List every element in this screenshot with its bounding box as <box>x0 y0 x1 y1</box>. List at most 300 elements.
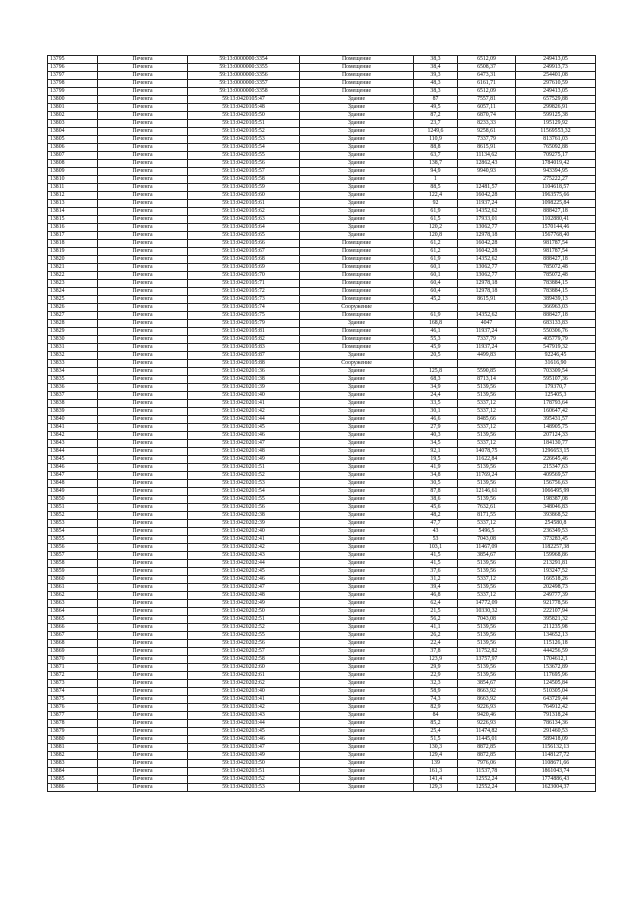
cadastral-cost: 166518,26 <box>516 576 596 584</box>
cadastral-cost: 348046,83 <box>516 504 596 512</box>
table-row <box>48 592 596 600</box>
region-name: Печенга <box>98 168 188 176</box>
unit-cost: 8872,85 <box>458 744 516 752</box>
cadastral-cost: 195129,92 <box>516 120 596 128</box>
row-number: 13875 <box>48 696 98 704</box>
table-row <box>48 488 596 496</box>
cadastral-number: 59:13:0420105:87 <box>188 352 300 360</box>
region-name: Печенга <box>98 744 188 752</box>
region-name: Печенга <box>98 312 188 320</box>
row-number: 13855 <box>48 536 98 544</box>
table-row <box>48 432 596 440</box>
table-row <box>48 360 596 368</box>
unit-cost: 7043,08 <box>458 536 516 544</box>
cadastral-cost: 643729,44 <box>516 696 596 704</box>
cadastral-number: 59:13:0000000:3358 <box>188 88 300 96</box>
object-type: Здание <box>300 624 414 632</box>
unit-cost: 7976,06 <box>458 760 516 768</box>
cadastral-cost: 405779,79 <box>516 336 596 344</box>
cadastral-cost: 125405,3 <box>516 392 596 400</box>
cadastral-cost: 1104618,57 <box>516 184 596 192</box>
object-type: Здание <box>300 128 414 136</box>
object-type: Здание <box>300 640 414 648</box>
row-number: 13801 <box>48 104 98 112</box>
unit-cost <box>458 360 516 368</box>
cadastral-number: 59:13:0420201:39 <box>188 384 300 392</box>
region-name: Печенга <box>98 104 188 112</box>
region-name: Печенга <box>98 240 188 248</box>
area: 61,9 <box>414 256 458 264</box>
object-type: Здание <box>300 472 414 480</box>
cadastral-cost: 395821,32 <box>516 616 596 624</box>
cadastral-number: 59:13:0420202:62 <box>188 680 300 688</box>
area: 92,1 <box>414 448 458 456</box>
unit-cost <box>458 176 516 184</box>
area: 41,1 <box>414 624 458 632</box>
table-row <box>48 640 596 648</box>
cadastral-number: 59:13:0420201:53 <box>188 480 300 488</box>
object-type: Здание <box>300 784 414 792</box>
unit-cost: 11937,24 <box>458 200 516 208</box>
cadastral-cost: 1148127,72 <box>516 752 596 760</box>
table-row <box>48 408 596 416</box>
cadastral-number: 59:13:0420105:62 <box>188 208 300 216</box>
cadastral-cost: 395431,57 <box>516 416 596 424</box>
area: 51,5 <box>414 736 458 744</box>
unit-cost: 3854,67 <box>458 680 516 688</box>
cadastral-cost: 791318,24 <box>516 712 596 720</box>
cadastral-number: 59:13:0420105:79 <box>188 320 300 328</box>
region-name: Печенга <box>98 536 188 544</box>
cadastral-cost: 254401,08 <box>516 72 596 80</box>
object-type: Помещение <box>300 88 414 96</box>
object-type: Здание <box>300 704 414 712</box>
object-type: Здание <box>300 168 414 176</box>
row-number: 13848 <box>48 480 98 488</box>
cadastral-cost: 943394,95 <box>516 168 596 176</box>
cadastral-number: 59:13:0420201:46 <box>188 432 300 440</box>
object-type: Сооружение <box>300 360 414 368</box>
cadastral-cost: 1774886,43 <box>516 776 596 784</box>
object-type: Здание <box>300 600 414 608</box>
table-row <box>48 296 596 304</box>
table-row <box>48 304 596 312</box>
table-body <box>48 56 596 792</box>
region-name: Печенга <box>98 432 188 440</box>
region-name: Печенга <box>98 736 188 744</box>
area: 27,9 <box>414 424 458 432</box>
table-row <box>48 240 596 248</box>
cadastral-cost: 783884,15 <box>516 288 596 296</box>
table-row <box>48 728 596 736</box>
region-name: Печенга <box>98 80 188 88</box>
area: 122,4 <box>414 192 458 200</box>
row-number: 13850 <box>48 496 98 504</box>
unit-cost: 17933,01 <box>458 216 516 224</box>
table-row <box>48 368 596 376</box>
cadastral-cost: 299826,91 <box>516 104 596 112</box>
cadastral-number: 59:13:0420105:66 <box>188 240 300 248</box>
object-type: Здание <box>300 320 414 328</box>
cadastral-number: 59:13:0000000:3355 <box>188 64 300 72</box>
cadastral-cost: 595107,36 <box>516 376 596 384</box>
area: 87,8 <box>414 488 458 496</box>
table-row <box>48 760 596 768</box>
area: 48,2 <box>414 512 458 520</box>
unit-cost: 11937,24 <box>458 328 516 336</box>
area: 23,7 <box>414 120 458 128</box>
cadastral-number: 59:13:0420105:74 <box>188 304 300 312</box>
area: 74,3 <box>414 696 458 704</box>
table-row <box>48 568 596 576</box>
unit-cost: 11474,82 <box>458 728 516 736</box>
cadastral-number: 59:13:0420201:45 <box>188 424 300 432</box>
row-number: 13813 <box>48 200 98 208</box>
table-row <box>48 528 596 536</box>
object-type: Здание <box>300 424 414 432</box>
unit-cost: 9940,93 <box>458 168 516 176</box>
row-number: 13802 <box>48 112 98 120</box>
row-number: 13880 <box>48 736 98 744</box>
unit-cost: 8872,85 <box>458 752 516 760</box>
area <box>414 360 458 368</box>
unit-cost: 5337,12 <box>458 592 516 600</box>
object-type: Здание <box>300 576 414 584</box>
unit-cost: 4047 <box>458 320 516 328</box>
unit-cost: 11937,24 <box>458 344 516 352</box>
object-type: Помещение <box>300 264 414 272</box>
row-number: 13830 <box>48 336 98 344</box>
area: 1249,6 <box>414 128 458 136</box>
unit-cost: 14078,75 <box>458 448 516 456</box>
cadastral-cost: 249413,05 <box>516 56 596 64</box>
unit-cost: 12552,24 <box>458 784 516 792</box>
unit-cost: 11445,01 <box>458 736 516 744</box>
cadastral-number: 59:13:0420203:51 <box>188 768 300 776</box>
region-name: Печенга <box>98 112 188 120</box>
region-name: Печенга <box>98 416 188 424</box>
row-number: 13869 <box>48 648 98 656</box>
unit-cost: 6473,31 <box>458 72 516 80</box>
row-number: 13856 <box>48 544 98 552</box>
cadastral-cost: 599125,38 <box>516 112 596 120</box>
row-number: 13823 <box>48 280 98 288</box>
table-row <box>48 344 596 352</box>
area: 63,7 <box>414 152 458 160</box>
row-number: 13828 <box>48 320 98 328</box>
cadastral-number: 59:13:0420105:70 <box>188 272 300 280</box>
cadastral-cost: 249913,73 <box>516 64 596 72</box>
object-type: Здание <box>300 656 414 664</box>
region-name: Печенга <box>98 552 188 560</box>
cadastral-number: 59:13:0420203:42 <box>188 704 300 712</box>
cadastral-number: 59:13:0420202:58 <box>188 656 300 664</box>
row-number: 13883 <box>48 760 98 768</box>
object-type: Здание <box>300 768 414 776</box>
table-row <box>48 256 596 264</box>
region-name: Печенга <box>98 584 188 592</box>
table-row <box>48 424 596 432</box>
table-row <box>48 200 596 208</box>
unit-cost: 5139,56 <box>458 672 516 680</box>
region-name: Печенга <box>98 448 188 456</box>
object-type: Здание <box>300 120 414 128</box>
area: 68,3 <box>414 376 458 384</box>
region-name: Печенга <box>98 728 188 736</box>
object-type: Здание <box>300 712 414 720</box>
region-name: Печенга <box>98 152 188 160</box>
object-type: Здание <box>300 536 414 544</box>
row-number: 13832 <box>48 352 98 360</box>
row-number: 13804 <box>48 128 98 136</box>
cadastral-number: 59:13:0420203:49 <box>188 752 300 760</box>
row-number: 13881 <box>48 744 98 752</box>
area: 25,4 <box>414 728 458 736</box>
object-type: Здание <box>300 664 414 672</box>
region-name: Печенга <box>98 320 188 328</box>
unit-cost: 5337,12 <box>458 440 516 448</box>
area: 88,5 <box>414 184 458 192</box>
region-name: Печенга <box>98 216 188 224</box>
cadastral-number: 59:13:0420201:47 <box>188 440 300 448</box>
area: 38,3 <box>414 56 458 64</box>
table-row <box>48 552 596 560</box>
region-name: Печенга <box>98 632 188 640</box>
region-name: Печенга <box>98 544 188 552</box>
unit-cost: 12978,18 <box>458 280 516 288</box>
cadastral-cost: 709275,17 <box>516 152 596 160</box>
cadastral-cost: 222107,94 <box>516 608 596 616</box>
cadastral-number: 59:13:0420202:56 <box>188 640 300 648</box>
region-name: Печенга <box>98 72 188 80</box>
unit-cost: 4499,83 <box>458 352 516 360</box>
row-number: 13840 <box>48 416 98 424</box>
area: 61,2 <box>414 240 458 248</box>
cadastral-number: 59:13:0420105:52 <box>188 128 300 136</box>
area: 40,3 <box>414 432 458 440</box>
cadastral-cost: 888427,18 <box>516 208 596 216</box>
unit-cost: 6161,71 <box>458 80 516 88</box>
row-number: 13797 <box>48 72 98 80</box>
object-type: Здание <box>300 648 414 656</box>
area: 138,7 <box>414 160 458 168</box>
cadastral-cost: 236349,53 <box>516 528 596 536</box>
cadastral-number: 59:13:0420202:60 <box>188 664 300 672</box>
row-number: 13808 <box>48 160 98 168</box>
table-row <box>48 176 596 184</box>
cadastral-cost: 921778,56 <box>516 600 596 608</box>
table-row <box>48 496 596 504</box>
area: 53 <box>414 536 458 544</box>
area: 38,4 <box>414 64 458 72</box>
row-number: 13853 <box>48 520 98 528</box>
cadastral-cost: 786134,36 <box>516 720 596 728</box>
cadastral-cost: 213291,81 <box>516 560 596 568</box>
table-row <box>48 392 596 400</box>
cadastral-value-table <box>47 55 596 792</box>
unit-cost: 9226,93 <box>458 720 516 728</box>
table-row <box>48 160 596 168</box>
cadastral-number: 59:13:0420203:45 <box>188 728 300 736</box>
cadastral-number: 59:13:0420105:58 <box>188 176 300 184</box>
table-row <box>48 336 596 344</box>
table-row <box>48 104 596 112</box>
table-row <box>48 472 596 480</box>
cadastral-number: 59:13:0420203:46 <box>188 736 300 744</box>
object-type: Здание <box>300 680 414 688</box>
region-name: Печенга <box>98 456 188 464</box>
cadastral-number: 59:13:0420202:41 <box>188 536 300 544</box>
area: 60,4 <box>414 280 458 288</box>
region-name: Печенга <box>98 776 188 784</box>
cadastral-cost: 202498,73 <box>516 584 596 592</box>
table-row <box>48 88 596 96</box>
area: 34,9 <box>414 384 458 392</box>
cadastral-cost: 657529,88 <box>516 96 596 104</box>
cadastral-cost: 1066495,99 <box>516 488 596 496</box>
object-type: Здание <box>300 744 414 752</box>
unit-cost: 5139,56 <box>458 640 516 648</box>
region-name: Печенга <box>98 408 188 416</box>
unit-cost: 16042,28 <box>458 240 516 248</box>
unit-cost: 12862,43 <box>458 160 516 168</box>
cadastral-cost: 1182257,38 <box>516 544 596 552</box>
cadastral-cost: 31616,90 <box>516 360 596 368</box>
object-type: Здание <box>300 488 414 496</box>
region-name: Печенга <box>98 784 188 792</box>
area: 45,9 <box>414 344 458 352</box>
row-number: 13796 <box>48 64 98 72</box>
area: 61,9 <box>414 208 458 216</box>
object-type: Помещение <box>300 272 414 280</box>
object-type: Здание <box>300 224 414 232</box>
cadastral-number: 59:13:0420202:38 <box>188 512 300 520</box>
region-name: Печенга <box>98 752 188 760</box>
area: 123,9 <box>414 656 458 664</box>
area: 84 <box>414 712 458 720</box>
cadastral-number: 59:13:0420105:75 <box>188 312 300 320</box>
area: 30,1 <box>414 408 458 416</box>
object-type: Здание <box>300 720 414 728</box>
area: 62,4 <box>414 600 458 608</box>
unit-cost: 5139,56 <box>458 664 516 672</box>
area: 21,5 <box>414 608 458 616</box>
region-name: Печенга <box>98 672 188 680</box>
unit-cost: 16042,28 <box>458 248 516 256</box>
table-row <box>48 272 596 280</box>
object-type: Здание <box>300 384 414 392</box>
object-type: Здание <box>300 584 414 592</box>
cadastral-number: 59:13:0420202:52 <box>188 624 300 632</box>
unit-cost: 16042,28 <box>458 192 516 200</box>
region-name: Печенга <box>98 624 188 632</box>
cadastral-cost: 249413,05 <box>516 88 596 96</box>
object-type: Здание <box>300 160 414 168</box>
cadastral-number: 59:13:0420201:42 <box>188 408 300 416</box>
region-name: Печенга <box>98 688 188 696</box>
row-number: 13805 <box>48 136 98 144</box>
cadastral-number: 59:13:0420201:40 <box>188 392 300 400</box>
cadastral-number: 59:13:0420203:47 <box>188 744 300 752</box>
row-number: 13807 <box>48 152 98 160</box>
row-number: 13814 <box>48 208 98 216</box>
area: 168,8 <box>414 320 458 328</box>
row-number: 13806 <box>48 144 98 152</box>
region-name: Печенга <box>98 464 188 472</box>
unit-cost: 8171,55 <box>458 512 516 520</box>
region-name: Печенга <box>98 360 188 368</box>
cadastral-number: 59:13:0420105:81 <box>188 328 300 336</box>
region-name: Печенга <box>98 88 188 96</box>
table-row <box>48 480 596 488</box>
row-number: 13886 <box>48 784 98 792</box>
cadastral-cost: 184130,77 <box>516 440 596 448</box>
unit-cost: 9258,61 <box>458 128 516 136</box>
row-number: 13818 <box>48 240 98 248</box>
row-number: 13879 <box>48 728 98 736</box>
table-row <box>48 648 596 656</box>
unit-cost: 11467,09 <box>458 544 516 552</box>
unit-cost: 8485,66 <box>458 416 516 424</box>
area: 34,8 <box>414 472 458 480</box>
region-name: Печенга <box>98 568 188 576</box>
area: 87 <box>414 96 458 104</box>
object-type: Здание <box>300 752 414 760</box>
table-row <box>48 680 596 688</box>
region-name: Печенга <box>98 592 188 600</box>
cadastral-cost: 366963,03 <box>516 304 596 312</box>
cadastral-cost: 1704612,1 <box>516 656 596 664</box>
region-name: Печенга <box>98 280 188 288</box>
row-number: 13812 <box>48 192 98 200</box>
cadastral-cost: 275222,27 <box>516 176 596 184</box>
table-row <box>48 80 596 88</box>
object-type: Здание <box>300 448 414 456</box>
cadastral-cost: 92246,45 <box>516 352 596 360</box>
row-number: 13882 <box>48 752 98 760</box>
cadastral-cost: 1570144,46 <box>516 224 596 232</box>
region-name: Печенга <box>98 696 188 704</box>
cadastral-cost: 226645,46 <box>516 456 596 464</box>
table-row <box>48 752 596 760</box>
table-row <box>48 776 596 784</box>
table-row <box>48 512 596 520</box>
cadastral-cost: 981787,54 <box>516 240 596 248</box>
unit-cost: 5139,56 <box>458 560 516 568</box>
cadastral-cost: 373283,45 <box>516 536 596 544</box>
cadastral-number: 59:13:0420105:54 <box>188 144 300 152</box>
row-number: 13854 <box>48 528 98 536</box>
unit-cost: 6512,09 <box>458 88 516 96</box>
object-type: Здание <box>300 760 414 768</box>
region-name: Печенга <box>98 272 188 280</box>
unit-cost: 12481,57 <box>458 184 516 192</box>
table-row <box>48 56 596 64</box>
object-type: Здание <box>300 552 414 560</box>
row-number: 13852 <box>48 512 98 520</box>
object-type: Здание <box>300 216 414 224</box>
region-name: Печенга <box>98 264 188 272</box>
row-number: 13842 <box>48 432 98 440</box>
cadastral-number: 59:13:0420105:65 <box>188 232 300 240</box>
table-row <box>48 448 596 456</box>
object-type: Здание <box>300 232 414 240</box>
unit-cost: 14352,62 <box>458 256 516 264</box>
cadastral-cost: 1156132,13 <box>516 744 596 752</box>
unit-cost: 5590,85 <box>458 368 516 376</box>
unit-cost: 5139,56 <box>458 384 516 392</box>
area: 46,1 <box>414 328 458 336</box>
